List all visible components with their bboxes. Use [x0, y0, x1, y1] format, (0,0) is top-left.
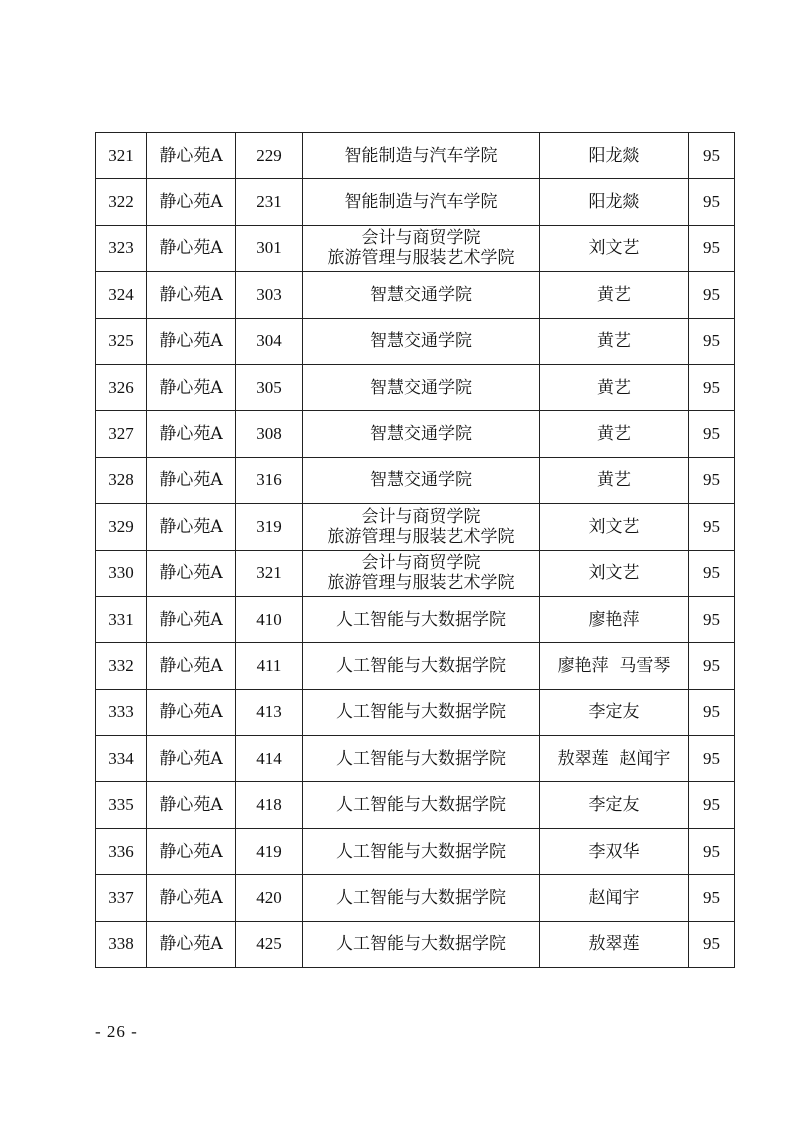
cell-college	[303, 411, 540, 457]
cell-room-number: 308	[236, 411, 303, 457]
page-number: - 26 -	[95, 1022, 138, 1041]
cell-serial-number: 327	[96, 411, 147, 457]
cell-room-number: 231	[236, 179, 303, 225]
cell-score: 95	[689, 411, 735, 457]
cell-serial-number: 326	[96, 364, 147, 410]
cell-teacher: 黄艺	[540, 457, 689, 503]
college-name: 智慧交通学院	[370, 377, 472, 398]
cell-teacher: 赵闻宇	[540, 875, 689, 921]
cell-serial-number: 336	[96, 828, 147, 874]
cell-building: 静心苑A	[147, 411, 236, 457]
cell-building: 静心苑A	[147, 782, 236, 828]
inspection-score-table	[95, 132, 735, 968]
cell-score: 95	[689, 782, 735, 828]
college-name: 旅游管理与服装艺术学院	[327, 573, 515, 594]
cell-serial-number: 331	[96, 596, 147, 642]
cell-teacher: 黄艺	[540, 272, 689, 318]
college-name: 人工智能与大数据学院	[336, 934, 506, 955]
cell-room-number: 305	[236, 364, 303, 410]
cell-teacher: 廖艳萍	[540, 596, 689, 642]
cell-building: 静心苑A	[147, 364, 236, 410]
cell-room-number: 319	[236, 504, 303, 550]
table-row	[96, 318, 735, 364]
cell-score: 95	[689, 504, 735, 550]
table-row	[96, 782, 735, 828]
cell-serial-number: 334	[96, 736, 147, 782]
cell-college	[303, 875, 540, 921]
cell-serial-number: 328	[96, 457, 147, 503]
cell-teacher: 黄艺	[540, 364, 689, 410]
cell-teacher: 廖艳萍 马雪琴	[540, 643, 689, 689]
college-name: 智能制造与汽车学院	[344, 192, 498, 213]
cell-serial-number: 325	[96, 318, 147, 364]
cell-room-number: 411	[236, 643, 303, 689]
cell-college	[303, 782, 540, 828]
cell-score: 95	[689, 689, 735, 735]
cell-teacher: 李定友	[540, 782, 689, 828]
cell-building: 静心苑A	[147, 689, 236, 735]
college-name: 人工智能与大数据学院	[336, 748, 506, 769]
cell-building: 静心苑A	[147, 643, 236, 689]
cell-serial-number: 330	[96, 550, 147, 596]
cell-score: 95	[689, 225, 735, 271]
cell-college	[303, 179, 540, 225]
college-name: 智慧交通学院	[370, 331, 472, 352]
cell-score: 95	[689, 828, 735, 874]
college-name: 智慧交通学院	[370, 284, 472, 305]
cell-teacher: 刘文艺	[540, 504, 689, 550]
college-name: 人工智能与大数据学院	[336, 609, 506, 630]
table-body	[96, 133, 735, 968]
cell-building: 静心苑A	[147, 596, 236, 642]
cell-building: 静心苑A	[147, 504, 236, 550]
cell-teacher: 李双华	[540, 828, 689, 874]
cell-teacher: 阳龙燚	[540, 133, 689, 179]
cell-room-number: 414	[236, 736, 303, 782]
cell-room-number: 419	[236, 828, 303, 874]
table-row	[96, 364, 735, 410]
table-row	[96, 550, 735, 596]
college-name: 旅游管理与服装艺术学院	[327, 526, 515, 547]
cell-college	[303, 736, 540, 782]
cell-serial-number: 323	[96, 225, 147, 271]
cell-score: 95	[689, 318, 735, 364]
cell-teacher: 敖翠莲 赵闻宇	[540, 736, 689, 782]
college-name: 会计与商贸学院	[361, 553, 481, 574]
cell-teacher: 黄艺	[540, 318, 689, 364]
cell-college	[303, 550, 540, 596]
cell-score: 95	[689, 921, 735, 967]
cell-room-number: 413	[236, 689, 303, 735]
cell-teacher: 阳龙燚	[540, 179, 689, 225]
cell-score: 95	[689, 364, 735, 410]
college-name: 智慧交通学院	[370, 424, 472, 445]
cell-teacher: 李定友	[540, 689, 689, 735]
table-row	[96, 179, 735, 225]
table-row	[96, 504, 735, 550]
cell-score: 95	[689, 272, 735, 318]
cell-serial-number: 322	[96, 179, 147, 225]
cell-room-number: 418	[236, 782, 303, 828]
college-name: 会计与商贸学院	[361, 506, 481, 527]
college-name: 人工智能与大数据学院	[336, 841, 506, 862]
college-name: 智能制造与汽车学院	[344, 145, 498, 166]
table-row	[96, 596, 735, 642]
cell-serial-number: 335	[96, 782, 147, 828]
cell-building: 静心苑A	[147, 550, 236, 596]
cell-building: 静心苑A	[147, 457, 236, 503]
cell-room-number: 425	[236, 921, 303, 967]
cell-college	[303, 133, 540, 179]
cell-score: 95	[689, 179, 735, 225]
table-row	[96, 225, 735, 271]
cell-room-number: 410	[236, 596, 303, 642]
cell-building: 静心苑A	[147, 736, 236, 782]
table-row	[96, 828, 735, 874]
cell-score: 95	[689, 643, 735, 689]
cell-college	[303, 272, 540, 318]
cell-college	[303, 921, 540, 967]
cell-college	[303, 364, 540, 410]
college-name: 人工智能与大数据学院	[336, 702, 506, 723]
cell-room-number: 316	[236, 457, 303, 503]
cell-teacher: 敖翠莲	[540, 921, 689, 967]
cell-teacher: 刘文艺	[540, 225, 689, 271]
cell-serial-number: 321	[96, 133, 147, 179]
table-row	[96, 457, 735, 503]
college-name: 智慧交通学院	[370, 470, 472, 491]
table-row	[96, 921, 735, 967]
cell-building: 静心苑A	[147, 225, 236, 271]
cell-serial-number: 329	[96, 504, 147, 550]
college-name: 人工智能与大数据学院	[336, 795, 506, 816]
cell-serial-number: 332	[96, 643, 147, 689]
cell-score: 95	[689, 736, 735, 782]
cell-college	[303, 457, 540, 503]
cell-building: 静心苑A	[147, 133, 236, 179]
college-name: 旅游管理与服装艺术学院	[327, 248, 515, 269]
cell-room-number: 229	[236, 133, 303, 179]
cell-college	[303, 689, 540, 735]
college-name: 人工智能与大数据学院	[336, 887, 506, 908]
cell-college	[303, 318, 540, 364]
cell-teacher: 刘文艺	[540, 550, 689, 596]
cell-college	[303, 643, 540, 689]
cell-score: 95	[689, 133, 735, 179]
cell-college	[303, 504, 540, 550]
cell-serial-number: 324	[96, 272, 147, 318]
cell-college	[303, 828, 540, 874]
table-row	[96, 272, 735, 318]
cell-building: 静心苑A	[147, 921, 236, 967]
cell-score: 95	[689, 875, 735, 921]
college-name: 人工智能与大数据学院	[336, 655, 506, 676]
table-row	[96, 736, 735, 782]
cell-room-number: 321	[236, 550, 303, 596]
cell-serial-number: 338	[96, 921, 147, 967]
college-name: 会计与商贸学院	[361, 228, 481, 249]
cell-score: 95	[689, 550, 735, 596]
cell-building: 静心苑A	[147, 272, 236, 318]
cell-score: 95	[689, 596, 735, 642]
cell-room-number: 304	[236, 318, 303, 364]
cell-college	[303, 225, 540, 271]
table-row	[96, 875, 735, 921]
cell-college	[303, 596, 540, 642]
cell-teacher: 黄艺	[540, 411, 689, 457]
cell-room-number: 303	[236, 272, 303, 318]
cell-room-number: 301	[236, 225, 303, 271]
cell-building: 静心苑A	[147, 875, 236, 921]
cell-building: 静心苑A	[147, 318, 236, 364]
cell-room-number: 420	[236, 875, 303, 921]
table-row	[96, 689, 735, 735]
cell-building: 静心苑A	[147, 828, 236, 874]
cell-score: 95	[689, 457, 735, 503]
table-row	[96, 133, 735, 179]
table-row	[96, 643, 735, 689]
cell-serial-number: 337	[96, 875, 147, 921]
table-row	[96, 411, 735, 457]
cell-building: 静心苑A	[147, 179, 236, 225]
cell-serial-number: 333	[96, 689, 147, 735]
